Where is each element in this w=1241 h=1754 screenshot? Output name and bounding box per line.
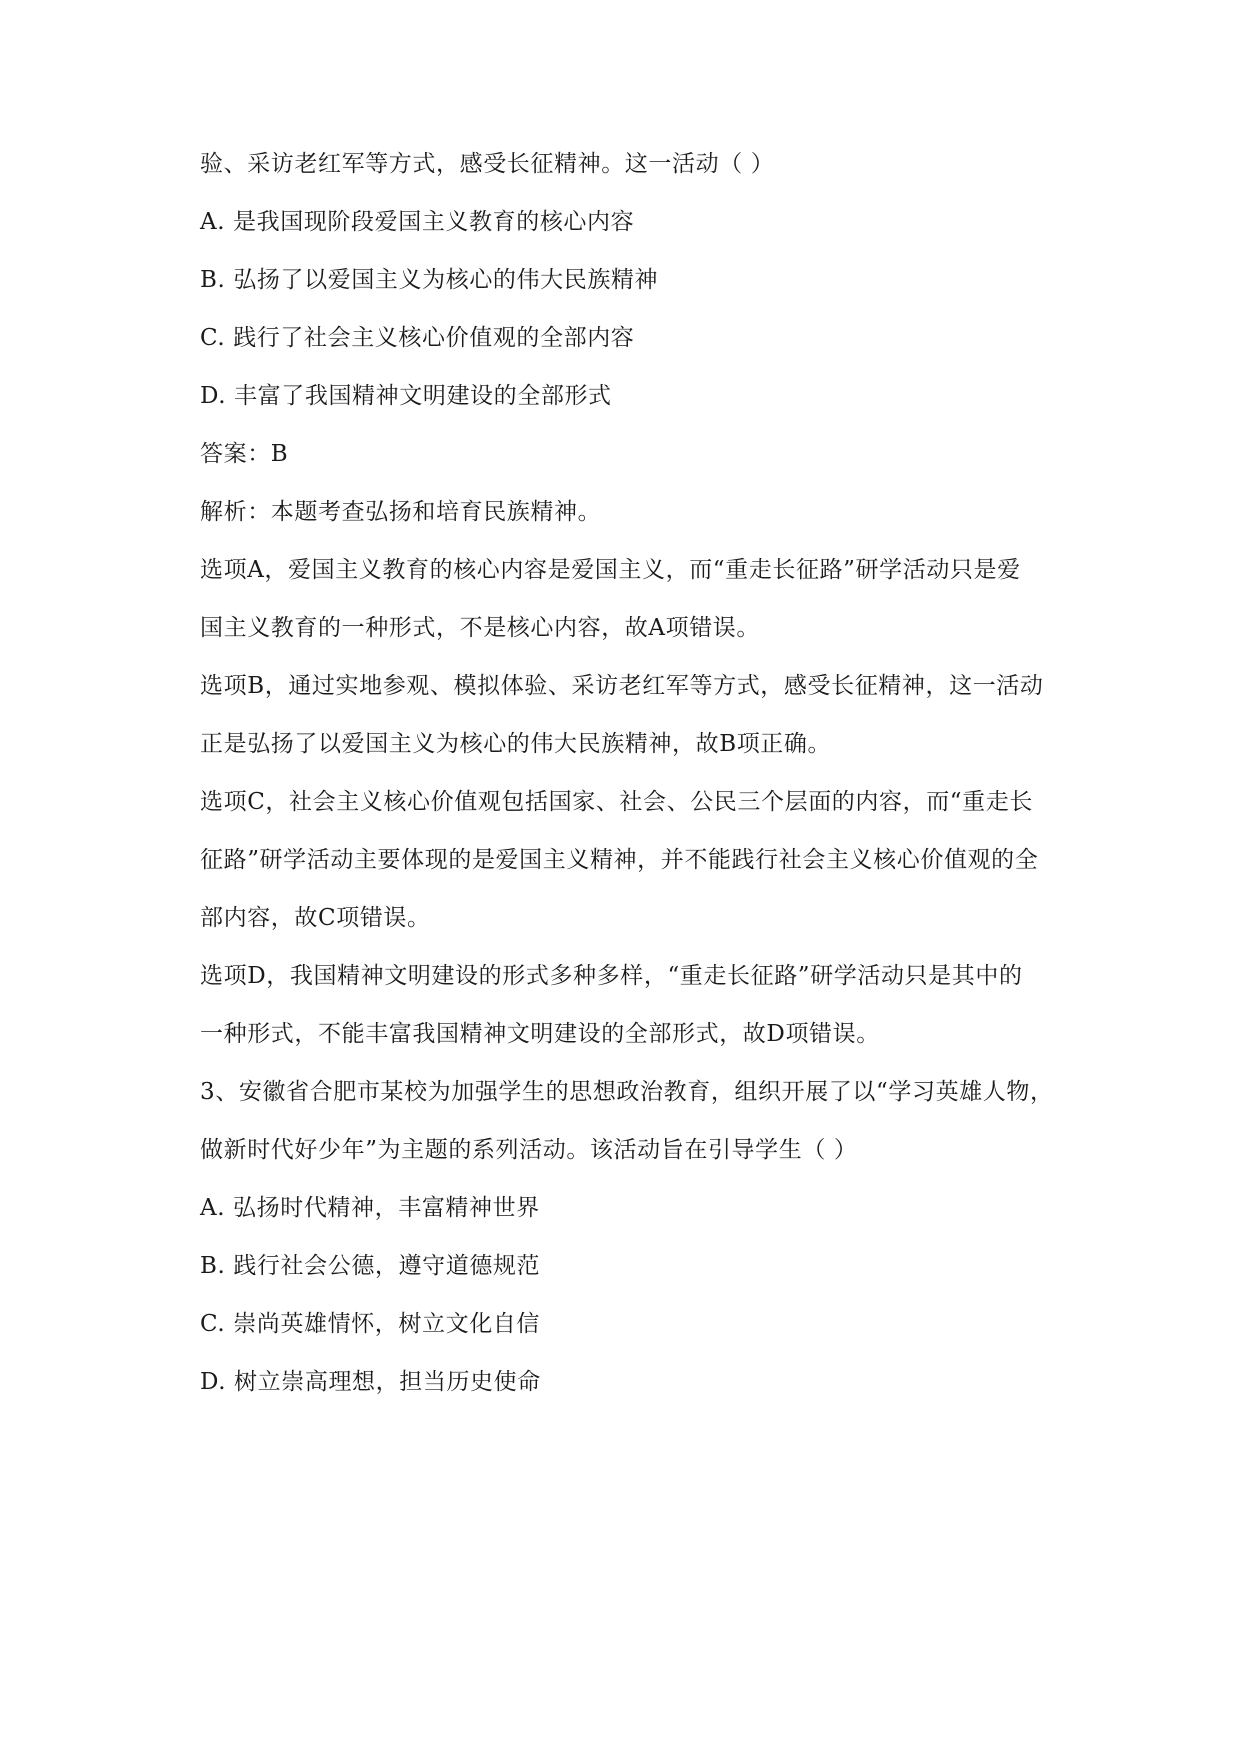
q3-option-b: B. 践行社会公德，遵守道德规范	[200, 1253, 541, 1279]
answer-line: 答案：B	[200, 441, 289, 467]
analysis-c-line-3: 部内容，故C项错误。	[200, 905, 431, 931]
question-3-line-1: 3、安徽省合肥市某校为加强学生的思想政治教育，组织开展了以“学习英雄人物，	[200, 1079, 1054, 1105]
analysis-a-line-1: 选项A，爱国主义教育的核心内容是爱国主义，而“重走长征路”研学活动只是爱	[200, 557, 1021, 583]
analysis-a-line-2: 国主义教育的一种形式，不是核心内容，故A项错误。	[200, 615, 761, 641]
analysis-c-line-1: 选项C，社会主义核心价值观包括国家、社会、公民三个层面的内容，而“重走长	[200, 789, 1033, 815]
analysis-c-line-2: 征路”研学活动主要体现的是爱国主义精神，并不能践行社会主义核心价值观的全	[200, 847, 1039, 873]
option-b: B. 弘扬了以爱国主义为核心的伟大民族精神	[200, 267, 659, 293]
q3-option-a: A. 弘扬时代精神，丰富精神世界	[200, 1195, 540, 1221]
analysis-b-line-1: 选项B，通过实地参观、模拟体验、采访老红军等方式，感受长征精神，这一活动	[200, 673, 1044, 699]
option-a: A. 是我国现阶段爱国主义教育的核心内容	[200, 209, 635, 235]
analysis-d-line-2: 一种形式，不能丰富我国精神文明建设的全部形式，故D项错误。	[200, 1021, 880, 1047]
option-c: C. 践行了社会主义核心价值观的全部内容	[200, 325, 635, 351]
analysis-intro: 解析：本题考查弘扬和培育民族精神。	[200, 499, 602, 525]
question-3-line-2: 做新时代好少年”为主题的系列活动。该活动旨在引导学生（ ）	[200, 1137, 858, 1163]
analysis-b-line-2: 正是弘扬了以爱国主义为核心的伟大民族精神，故B项正确。	[200, 731, 832, 757]
q3-option-d: D. 树立崇高理想，担当历史使命	[200, 1369, 541, 1395]
question-continuation: 验、采访老红军等方式，感受长征精神。这一活动（ ）	[200, 151, 775, 177]
analysis-d-line-1: 选项D，我国精神文明建设的形式多种多样，“重走长征路”研学活动只是其中的	[200, 963, 1023, 989]
option-d: D. 丰富了我国精神文明建设的全部形式	[200, 383, 612, 409]
q3-option-c: C. 崇尚英雄情怀，树立文化自信	[200, 1311, 541, 1337]
